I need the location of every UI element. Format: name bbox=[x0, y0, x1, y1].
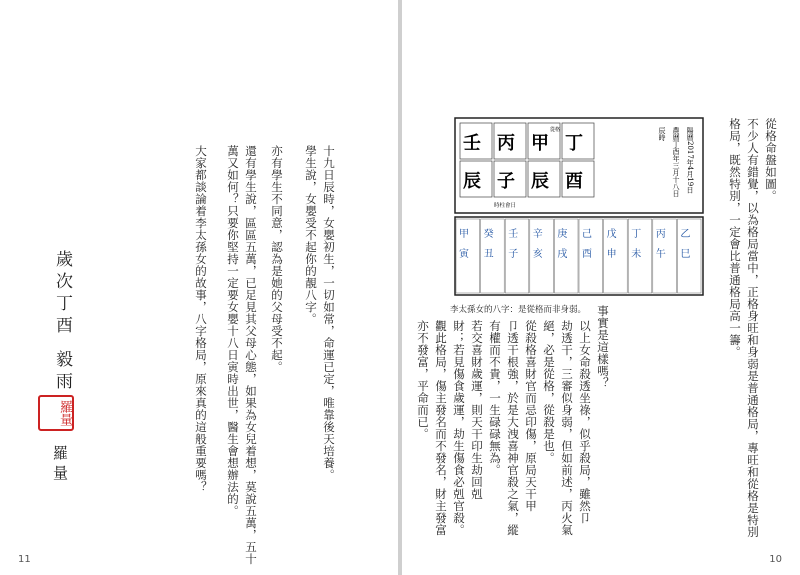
body-text-column: 從格命盤如圖。 bbox=[764, 118, 778, 202]
luck-branch: 巳 bbox=[680, 249, 691, 260]
luck-branch: 子 bbox=[508, 249, 519, 260]
left-page bbox=[0, 0, 398, 575]
luck-branch: 亥 bbox=[532, 249, 543, 260]
page-number: 10 bbox=[769, 554, 782, 565]
chart-info-text: 陽曆2017年4月19日 bbox=[686, 127, 694, 194]
luck-stem: 丁 bbox=[631, 229, 642, 240]
luck-stem: 己 bbox=[582, 229, 592, 240]
luck-branch: 戌 bbox=[557, 249, 568, 260]
body-text-column: 萬又如何？只要你堅持一定要女嬰十八日寅時出世，醫生會想辦法的。 bbox=[226, 145, 240, 517]
luck-branch: 申 bbox=[606, 249, 617, 260]
luck-branch: 酉 bbox=[582, 249, 592, 260]
pillar-branch: 酉 bbox=[565, 171, 583, 192]
body-text-column: 卩透干根強，於是大洩喜神官殺之氣，縱 bbox=[506, 320, 520, 536]
body-text-column: 十九日辰時，女嬰初生，一切如常，命運已定，唯靠後天培養。 bbox=[322, 145, 336, 481]
luck-stem: 壬 bbox=[508, 229, 519, 240]
luck-stem: 癸 bbox=[483, 229, 494, 240]
pillar-stem-label: 從格 bbox=[549, 127, 561, 133]
chart-info-text: 辰時 bbox=[658, 127, 666, 141]
chart-info-text: 農曆丁酉年三月十八日 bbox=[672, 127, 680, 197]
luck-branch: 丑 bbox=[483, 249, 494, 260]
page-number: 11 bbox=[18, 554, 31, 565]
luck-stem: 乙 bbox=[680, 229, 691, 240]
body-text-column: 格局，既然特別，一定會比普通格局高一籌。 bbox=[728, 118, 742, 358]
luck-branch: 寅 bbox=[459, 249, 469, 260]
body-text-column: 從殺格喜財官而忌印傷，原局天干甲 bbox=[524, 320, 538, 512]
luck-branch: 午 bbox=[655, 249, 666, 260]
pillar-branch: 辰 bbox=[531, 171, 549, 192]
signature-name: 毅雨 bbox=[52, 350, 72, 394]
body-text-column: 絕，必是從格，從殺是也。 bbox=[542, 320, 556, 464]
pillar-stem: 壬 bbox=[463, 133, 481, 154]
body-text-column: 亦不發富，平命而已。 bbox=[416, 320, 430, 440]
luck-stem: 丙 bbox=[655, 229, 666, 240]
right-page bbox=[402, 0, 800, 575]
body-text-column: 還有學生說，區區五萬，已足見其父母心態，如果為女兒着想，莫說五萬，五十 bbox=[244, 145, 258, 565]
body-text-column: 不少人有錯覺，以為格局當中，正格身旺和身弱是普通格局，專旺和從格是特別 bbox=[746, 118, 760, 538]
body-text-column: 大家都談論着李太孫女的故事，八字格局，原來真的這般重要嗎？ bbox=[194, 145, 208, 493]
red-seal-stamp bbox=[38, 395, 74, 431]
bazi-chart bbox=[454, 117, 704, 297]
body-text-column: 事實是這樣嗎？ bbox=[596, 305, 610, 389]
luck-stem: 庚 bbox=[557, 229, 568, 240]
seal-text: 羅量 bbox=[57, 400, 72, 426]
luck-stem: 辛 bbox=[532, 229, 543, 240]
signature-closing: 羅量 bbox=[51, 445, 69, 485]
pillar-branch: 辰 bbox=[463, 171, 481, 192]
chart-caption: 李太孫女的八字：是從格而非身弱。 bbox=[450, 305, 587, 315]
pillar-stem: 甲 bbox=[531, 133, 549, 154]
body-text-column: 若交喜財歲運，則天干印生劫回剋 bbox=[470, 320, 484, 500]
body-text-column: 有權而不貴，一生碌碌無為。 bbox=[488, 320, 502, 476]
body-text-column: 劫透干，三審似身弱，但如前述，丙火氣 bbox=[560, 320, 574, 536]
pillar-branch: 子 bbox=[497, 171, 515, 192]
body-text-column: 財；若見傷食歲運，劫生傷食必剋官殺。 bbox=[452, 320, 466, 536]
body-text-column: 學生說，女嬰受不起你的靚八字。 bbox=[304, 145, 318, 325]
row-label: 時柱會日 bbox=[494, 203, 517, 209]
body-text-column: 以上女命殺透坐祿，似乎殺局，雖然卩 bbox=[578, 320, 592, 524]
bazi-chart-svg bbox=[454, 117, 704, 297]
signature-date: 歲次丁酉 bbox=[52, 250, 72, 338]
body-text-column: 亦有學生不同意，認為是她的父母受不起。 bbox=[270, 145, 284, 373]
luck-stem: 戊 bbox=[606, 229, 617, 240]
luck-branch: 未 bbox=[631, 249, 642, 260]
body-text-column: 觀此格局，傷主發名而不發名，財主發富 bbox=[434, 320, 448, 536]
luck-stem: 甲 bbox=[459, 229, 469, 240]
pillar-stem: 丙 bbox=[497, 133, 515, 154]
pillar-stem: 丁 bbox=[565, 133, 583, 154]
